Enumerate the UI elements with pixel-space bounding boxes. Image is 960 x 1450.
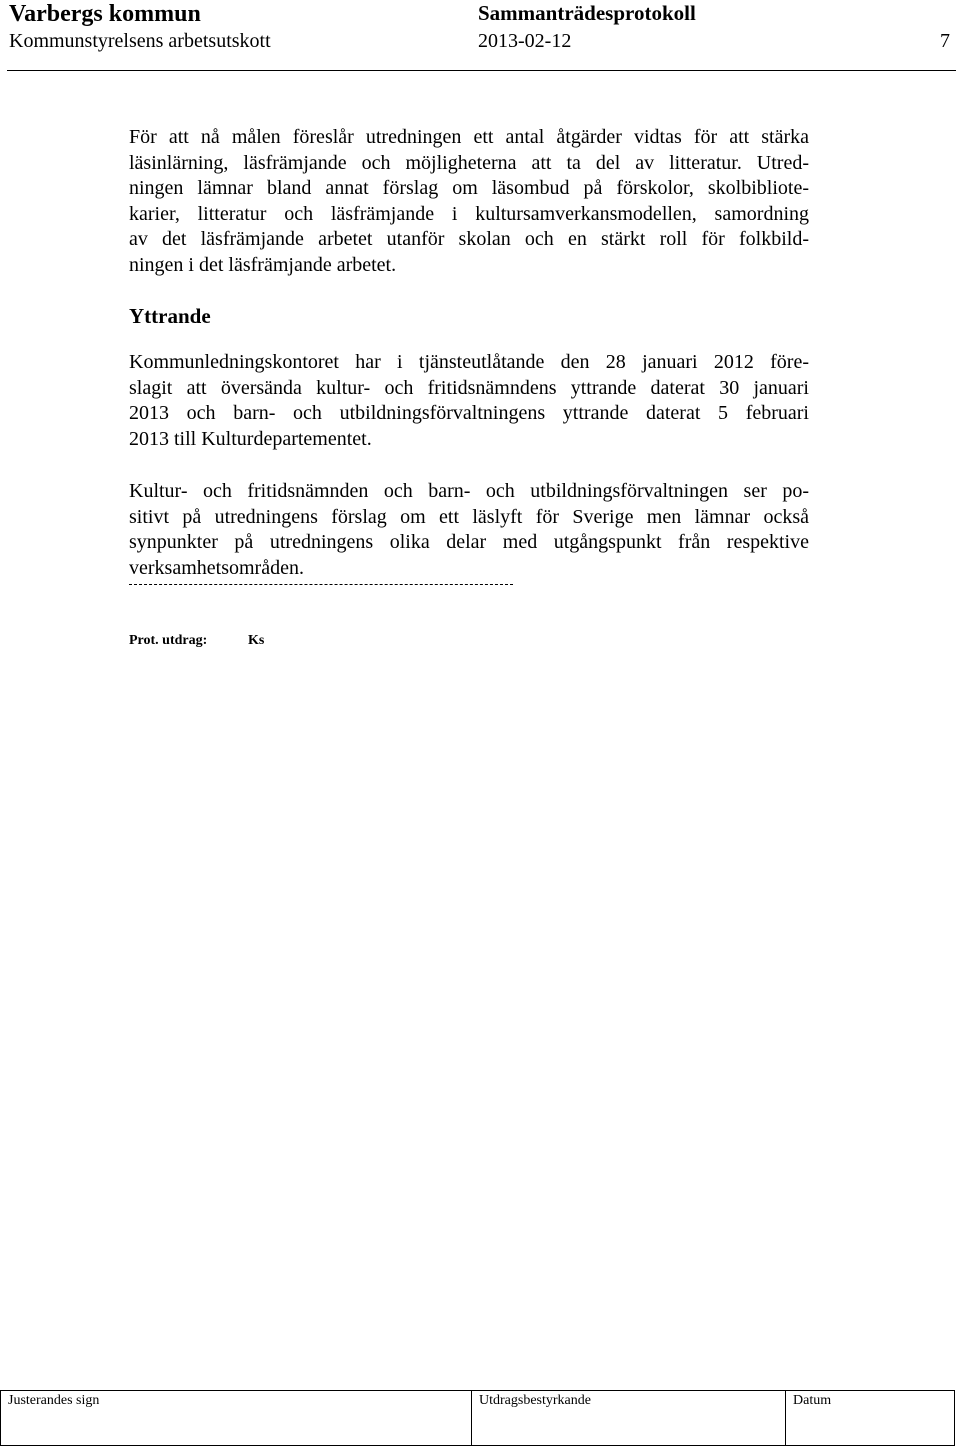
- section-heading: Yttrande: [129, 304, 211, 328]
- text-line: 2013 och barn- och utbildningsförvaltningens yttrande daterat 5 februari: [129, 402, 809, 424]
- signature-cell: [1, 1391, 472, 1445]
- paragraph-opinion: [129, 479, 809, 581]
- text-line: sitivt på utredningens förslag om ett läslyft för Sverige men lämnar också: [129, 505, 809, 528]
- text-line: verksamhetsområden.: [129, 556, 304, 579]
- text-line: av det läsfrämjande arbetet utanför skolan och en stärkt roll för folkbild-: [129, 228, 809, 250]
- certification-cell: [472, 1391, 786, 1445]
- text-line: slagit att översända kultur- och fritidsnämndens yttrande daterat 30 januari: [129, 376, 809, 399]
- paragraph-measures: [129, 125, 809, 278]
- text-line: Kultur- och fritidsnämnden och barn- och utbildningsförvaltningen ser po-: [129, 480, 809, 502]
- text-line: karier, litteratur och läsfrämjande i kultursamverkansmodellen, samordning: [129, 202, 809, 225]
- text-line: 2013 till Kulturdepartementet.: [129, 427, 372, 450]
- certification-label: Utdragsbestyrkande: [479, 1393, 591, 1408]
- committee-name: Kommunstyrelsens arbetsutskott: [9, 30, 271, 52]
- extract-recipient: Ks: [248, 633, 265, 648]
- dashed-separator: [129, 584, 513, 585]
- date-label: Datum: [793, 1393, 832, 1408]
- page-number: 7: [940, 30, 950, 52]
- text-line: läsinlärning, läsfrämjande och möjligheterna att ta del av litteratur. Utred-: [129, 151, 809, 174]
- organization-name: Varbergs kommun: [9, 1, 201, 27]
- text-line: Kommunledningskontoret har i tjänsteutlåtande den 28 januari 2012 före-: [129, 351, 809, 373]
- header-divider: [7, 70, 956, 71]
- meeting-date: 2013-02-12: [478, 30, 572, 52]
- date-cell: [786, 1391, 954, 1445]
- extract-label: Prot. utdrag:: [129, 633, 208, 648]
- text-line: ningen lämnar bland annat förslag om läsombud på förskolor, skolbibliote-: [129, 177, 809, 199]
- document-type: Sammanträdesprotokoll: [478, 1, 696, 25]
- text-line: För att nå målen föreslår utredningen ett antal åtgärder vidtas för att stärka: [129, 126, 809, 148]
- signature-label: Justerandes sign: [8, 1393, 100, 1408]
- paragraph-proposal: [129, 350, 809, 452]
- signature-footer: [0, 1390, 955, 1446]
- text-line: synpunkter på utredningens olika delar med utgångspunkt från respektive: [129, 531, 809, 553]
- text-line: ningen i det läsfrämjande arbetet.: [129, 253, 397, 276]
